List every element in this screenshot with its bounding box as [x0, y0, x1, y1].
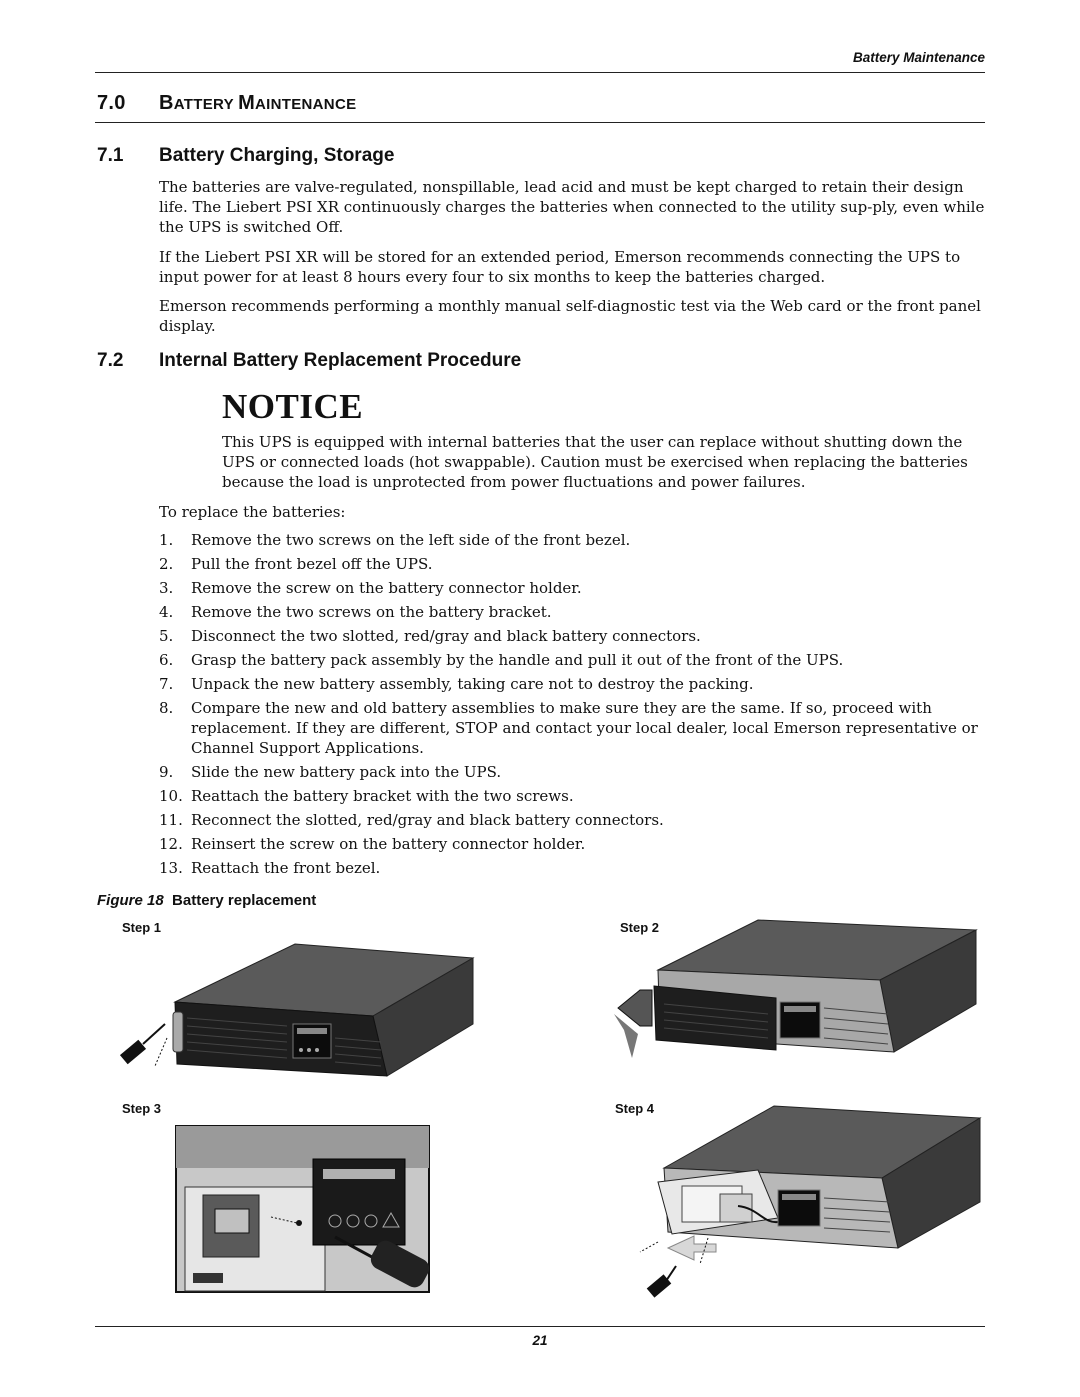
list-item: 9. Slide the new battery pack into the UPS. — [159, 763, 502, 781]
list-item: 3. Remove the screw on the battery connector holder. — [159, 579, 582, 597]
procedure-steps — [159, 530, 985, 882]
step-4-illustration — [628, 1098, 988, 1298]
step-label: Step 4 — [615, 1101, 655, 1116]
procedure-intro: To replace the batteries: — [159, 503, 346, 521]
step-label: Step 3 — [122, 1101, 162, 1116]
chapter-heading: 7.0 BATTERY MAINTENANCE — [97, 92, 357, 114]
list-item: 2. Pull the front bezel off the UPS. — [159, 555, 433, 573]
section-heading-7-2: 7.2 Internal Battery Replacement Procedure — [97, 350, 522, 371]
paragraph: If the Liebert PSI XR will be stored for an extended period, Emerson recommends connecting the UPS to input power for at least 8 hours every four to six months to keep the batteries charged. — [159, 248, 961, 286]
list-item: 1. Remove the two screws on the left side of the front bezel. — [159, 531, 631, 549]
list-item: 5. Disconnect the two slotted, red/gray and black battery connectors. — [159, 627, 701, 645]
header-rule — [95, 72, 985, 73]
page-number: 21 — [532, 1333, 548, 1348]
list-item: 8. Compare the new and old battery assemblies to make sure they are the same. If so, proceed with replacement. If they are different, STOP and contact your local dealer, local Emerson representative or Channel Support Applications. — [159, 699, 978, 757]
step-label: Step 2 — [620, 920, 660, 935]
list-item: 7. Unpack the new battery assembly, taking care not to destroy the packing. — [159, 675, 754, 693]
paragraph: Emerson recommends performing a monthly manual self-diagnostic test via the Web card or the front panel display. — [159, 297, 981, 335]
list-item: 10. Reattach the battery bracket with the two screws. — [159, 787, 574, 805]
chapter-rule — [95, 122, 985, 123]
step-2-illustration — [610, 918, 990, 1068]
step-1-illustration — [115, 940, 485, 1090]
step-label: Step 1 — [122, 920, 162, 935]
section-heading-7-1: 7.1 Battery Charging, Storage — [97, 145, 395, 166]
running-header: Battery Maintenance — [852, 50, 985, 65]
notice-body: This UPS is equipped with internal batteries that the user can replace without shutting down the UPS or connected loads (hot swappable). Caution must be exercised when replacing the batteries because the load is unprotected from power fluctuations and power failures. — [222, 433, 968, 491]
step-3-illustration — [175, 1125, 430, 1293]
list-item: 6. Grasp the battery pack assembly by the handle and pull it out of the front of the UPS. — [159, 651, 844, 669]
list-item: 11. Reconnect the slotted, red/gray and black battery connectors. — [159, 811, 664, 829]
list-item: 12. Reinsert the screw on the battery connector holder. — [159, 835, 586, 853]
list-item: 13. Reattach the front bezel. — [159, 859, 381, 877]
chapter-number: 7.0 — [97, 92, 126, 114]
figure-caption: Figure 18 Battery replacement — [97, 892, 317, 909]
list-item: 4. Remove the two screws on the battery bracket. — [159, 603, 552, 621]
footer-rule — [95, 1326, 985, 1327]
paragraph: The batteries are valve-regulated, nonspillable, lead acid and must be kept charged to retain their design life. The Liebert PSI XR continuously charges the batteries when connected to the utility sup-ply, even while the UPS is switched Off. — [159, 178, 985, 236]
notice-title: NOTICE — [222, 387, 364, 426]
